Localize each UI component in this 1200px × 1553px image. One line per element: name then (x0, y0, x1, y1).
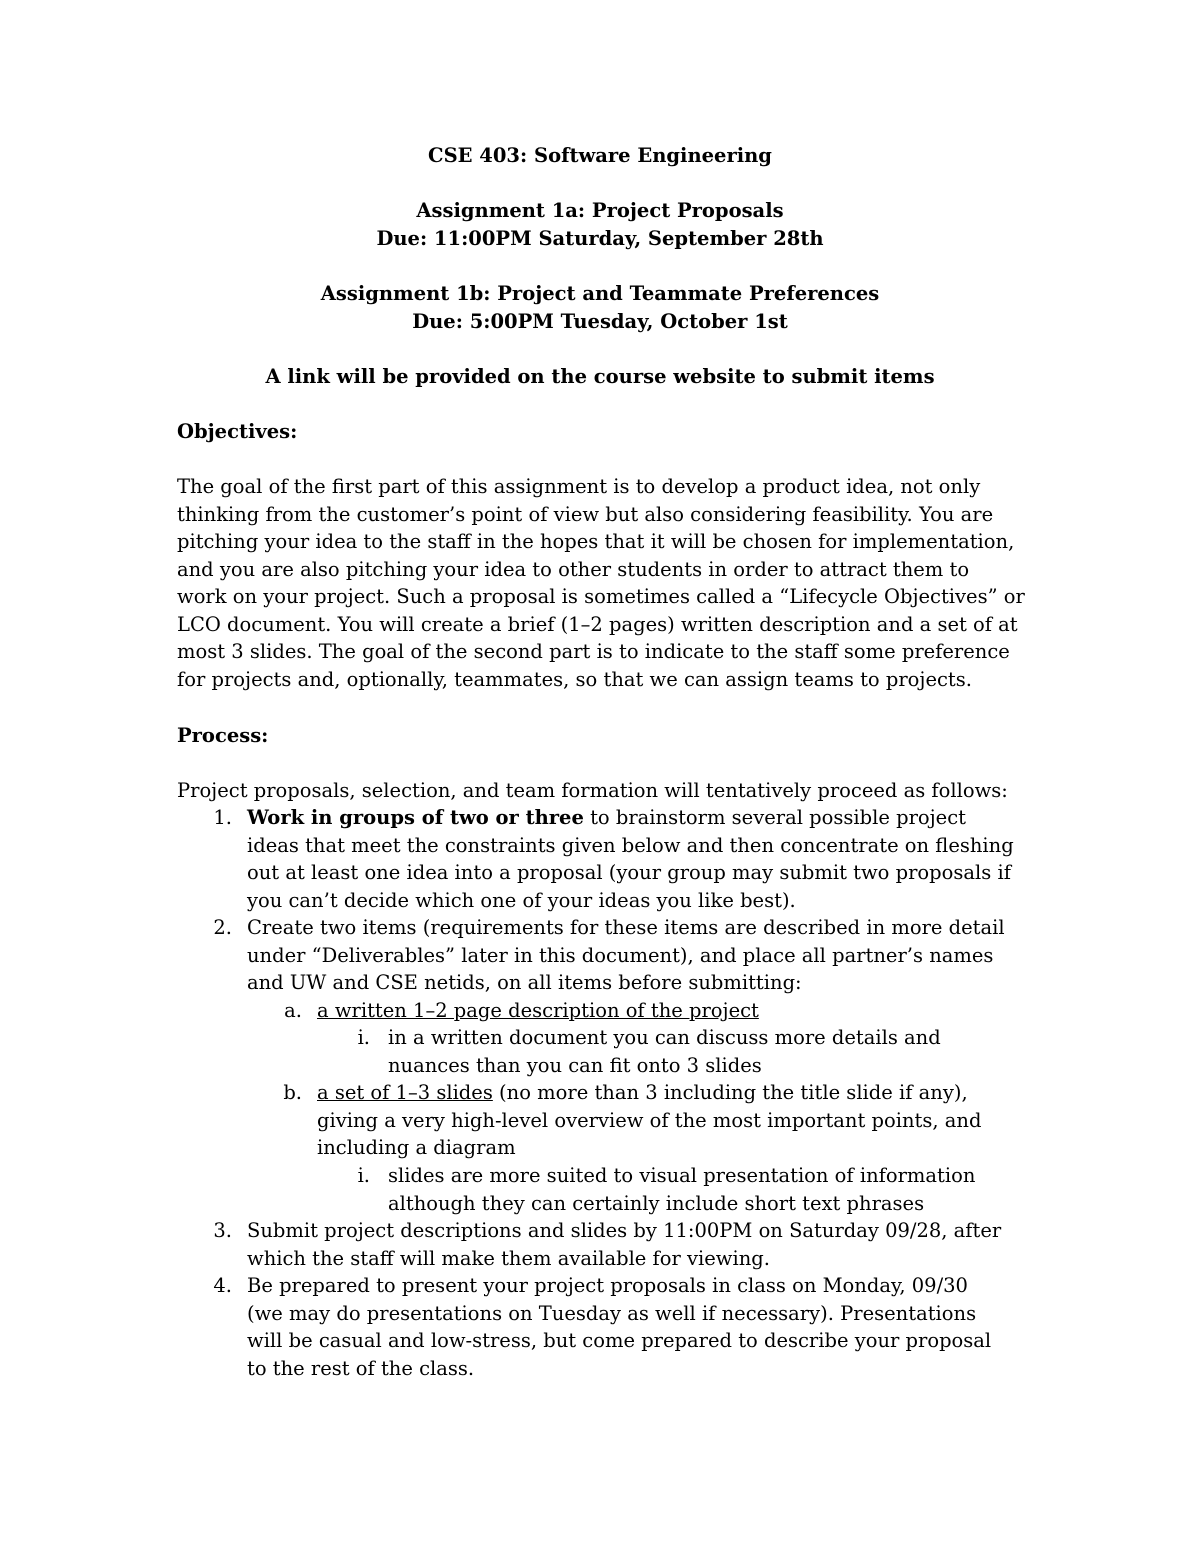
submission-note: A link will be provided on the course website to submit items (265, 365, 935, 388)
step-4-line: (we may do presentations on Tuesday as well if necessary). Presentations (247, 1301, 977, 1325)
objectives-line: for projects and, optionally, teammates, so that we can assign teams to projects. (177, 667, 972, 691)
step-2b-line: including a diagram (317, 1136, 516, 1159)
step-4-number: 4. (213, 1274, 232, 1297)
step-2b-i-line: although they can certainly include short text phrases (388, 1191, 925, 1215)
step-2a (317, 997, 759, 1025)
step-4-line: Be prepared to present your project proposals in class on Monday, 09/30 (247, 1274, 968, 1297)
step-2b-i-numeral: i. (357, 1164, 370, 1187)
step-2-number: 2. (213, 916, 232, 939)
step-2a-underlined: a written 1–2 page description of the project (317, 999, 759, 1022)
step-4-line: to the rest of the class. (247, 1356, 475, 1380)
step-1-line: you can’t decide which one of your ideas you like best). (247, 888, 796, 912)
step-2b-line: giving a very high-level overview of the most important points, and (317, 1108, 982, 1132)
objectives-line: pitching your idea to the staff in the hopes that it will be chosen for implementation, (177, 530, 1015, 553)
step-2b-i (388, 1162, 975, 1217)
step-3 (247, 1217, 1001, 1272)
assignment-1b-due: Due: 5:00PM Tuesday, October 1st (412, 310, 788, 333)
step-3-line: Submit project descriptions and slides by 11:00PM on Saturday 09/28, after (247, 1219, 1002, 1242)
step-1-number: 1. (213, 806, 232, 829)
step-4-line: will be casual and low-stress, but come prepared to describe your proposal (247, 1329, 992, 1352)
objectives-line: The goal of the first part of this assignment is to develop a product idea, not only (177, 475, 981, 498)
step-2-line: Create two items (requirements for these items are described in more detail (247, 916, 1005, 939)
objectives-line: most 3 slides. The goal of the second part is to indicate to the staff some preference (177, 640, 1010, 663)
step-1-first-line-rest: to brainstorm several possible project (583, 806, 966, 829)
step-2b-letter: b. (283, 1081, 302, 1104)
step-2b (317, 1079, 981, 1162)
step-2a-i-line: nuances than you can fit onto 3 slides (388, 1053, 762, 1077)
step-1 (247, 804, 1014, 914)
step-1-bold-lead: Work in groups of two or three (247, 806, 584, 829)
step-2b-i-line: slides are more suited to visual presentation of information (388, 1164, 976, 1187)
step-3-number: 3. (213, 1219, 232, 1242)
process-heading: Process: (177, 724, 269, 747)
step-2b-first-line (317, 1079, 981, 1107)
objectives-line: thinking from the customer’s point of view but also considering feasibility. You are (177, 502, 994, 526)
step-1-line: out at least one idea into a proposal (your group may submit two proposals if (247, 861, 1011, 884)
step-3-line: which the staff will make them available for viewing. (247, 1246, 770, 1270)
step-2-line: and UW and CSE netids, on all items before submitting: (247, 971, 802, 994)
step-2a-letter: a. (284, 999, 302, 1022)
step-2a-i-line: in a written document you can discuss more details and (388, 1026, 941, 1049)
course-title: CSE 403: Software Engineering (428, 144, 772, 167)
step-2 (247, 914, 1005, 997)
objectives-paragraph (177, 473, 1077, 693)
step-1-first-line (247, 804, 1014, 832)
step-2b-underlined: a set of 1–3 slides (317, 1081, 493, 1104)
objectives-line: and you are also pitching your idea to other students in order to attract them to (177, 557, 970, 581)
step-2b-first-line-rest: (no more than 3 including the title slide if any), (492, 1081, 968, 1104)
objectives-line: work on your project. Such a proposal is sometimes called a “Lifecycle Objectives” or (177, 585, 1025, 608)
assignment-1a-title: Assignment 1a: Project Proposals (416, 199, 784, 222)
step-4 (247, 1272, 991, 1382)
step-2a-i (388, 1024, 941, 1079)
objectives-line: LCO document. You will create a brief (1–2 pages) written description and a set of at (177, 612, 1018, 636)
step-1-line: ideas that meet the constraints given below and then concentrate on fleshing (247, 833, 1014, 857)
process-intro: Project proposals, selection, and team formation will tentatively proceed as follows: (177, 779, 1008, 802)
step-2-line: under “Deliverables” later in this document), and place all partner’s names (247, 943, 994, 967)
assignment-1b-title: Assignment 1b: Project and Teammate Preferences (320, 282, 880, 305)
assignment-1a-due: Due: 11:00PM Saturday, September 28th (376, 227, 824, 250)
objectives-heading: Objectives: (177, 420, 298, 443)
step-2a-i-numeral: i. (357, 1026, 370, 1049)
